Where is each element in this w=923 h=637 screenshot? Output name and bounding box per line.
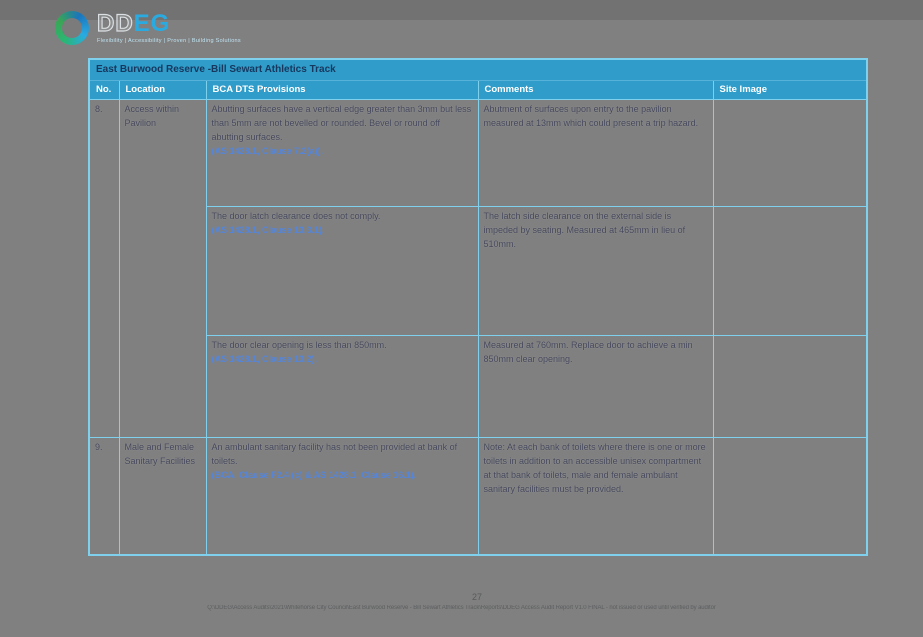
provision-text: The door clear opening is less than 850mm. [211,340,387,351]
ddeg-logo [55,11,241,45]
item-location: Access within Pavilion [119,100,206,438]
col-header-no: No. [89,80,119,100]
provision-cell [206,438,478,555]
site-image-cell [713,336,867,438]
site-image-cell [713,438,867,555]
comment-cell: The latch side clearance on the external side is impeded by seating. Measured at 465mm in lieu of 510mm. [478,207,713,336]
table-row [89,100,867,207]
logo-wordmark [97,12,241,36]
clause-reference: (AS 1428.1, Clause 7.2(a)). [211,146,324,157]
audit-table-container [88,58,868,556]
footer-disclaimer: Q:\DDEG\Access Audits\2021\Whitehorse City Council\East Burwood Reserve - Bill Sewart Athletics Track\Reports\DDEG Access Audit Report V1.0 FINAL - not issued or used until verified by auditor [207,605,716,611]
logo-letters-eg: EG [133,10,171,37]
clause-reference: (BCA, Clause F2.4 (c) & AS 1428.1, Clause 16.1). [211,470,417,481]
col-header-location: Location [119,80,206,100]
table-row [89,207,867,336]
col-header-comments: Comments [478,80,713,100]
comment-cell: Note: At each bank of toilets where there is one or more toilets in addition to an accessible unisex compartment at that bank of toilets, male and female ambulant sanitary facilities must be provided. [478,438,713,555]
item-number: 9. [89,438,119,555]
comment-cell: Abutment of surfaces upon entry to the pavilion measured at 13mm which could present a trip hazard. [478,100,713,207]
item-number: 8. [89,100,119,438]
clause-reference: (AS 1428.1, Clause 13.2). [211,354,318,365]
clause-reference: (AS 1428.1, Clause 13.3.1). [211,225,325,236]
provision-text: The door latch clearance does not comply. [211,211,381,222]
page-number: 27 [471,592,482,602]
logo-tagline: Flexibility | Accessibility | Proven | Building Solutions [97,38,241,44]
table-row [89,336,867,438]
provision-cell [206,207,478,336]
col-header-site-image: Site Image [713,80,867,100]
provision-cell [206,100,478,207]
audit-table [88,58,868,556]
site-image-cell [713,207,867,336]
item-location: Male and Female Sanitary Facilities [119,438,206,555]
site-image-cell [713,100,867,207]
col-header-provisions: BCA DTS Provisions [206,80,478,100]
provision-text: An ambulant sanitary facility has not been provided at bank of toilets. [211,442,458,467]
provision-cell [206,336,478,438]
logo-letters-dd: DD [97,10,134,37]
provision-text: Abutting surfaces have a vertical edge greater than 3mm but less than 5mm are not bevelled or rounded. Bevel or round off abutting surfaces. [211,104,472,143]
ddeg-ring-icon [55,11,89,45]
comment-cell: Measured at 760mm. Replace door to achieve a min 850mm clear opening. [478,336,713,438]
logo-text-block [97,11,241,44]
table-title: East Burwood Reserve -Bill Sewart Athletics Track [89,59,867,80]
table-row [89,438,867,555]
